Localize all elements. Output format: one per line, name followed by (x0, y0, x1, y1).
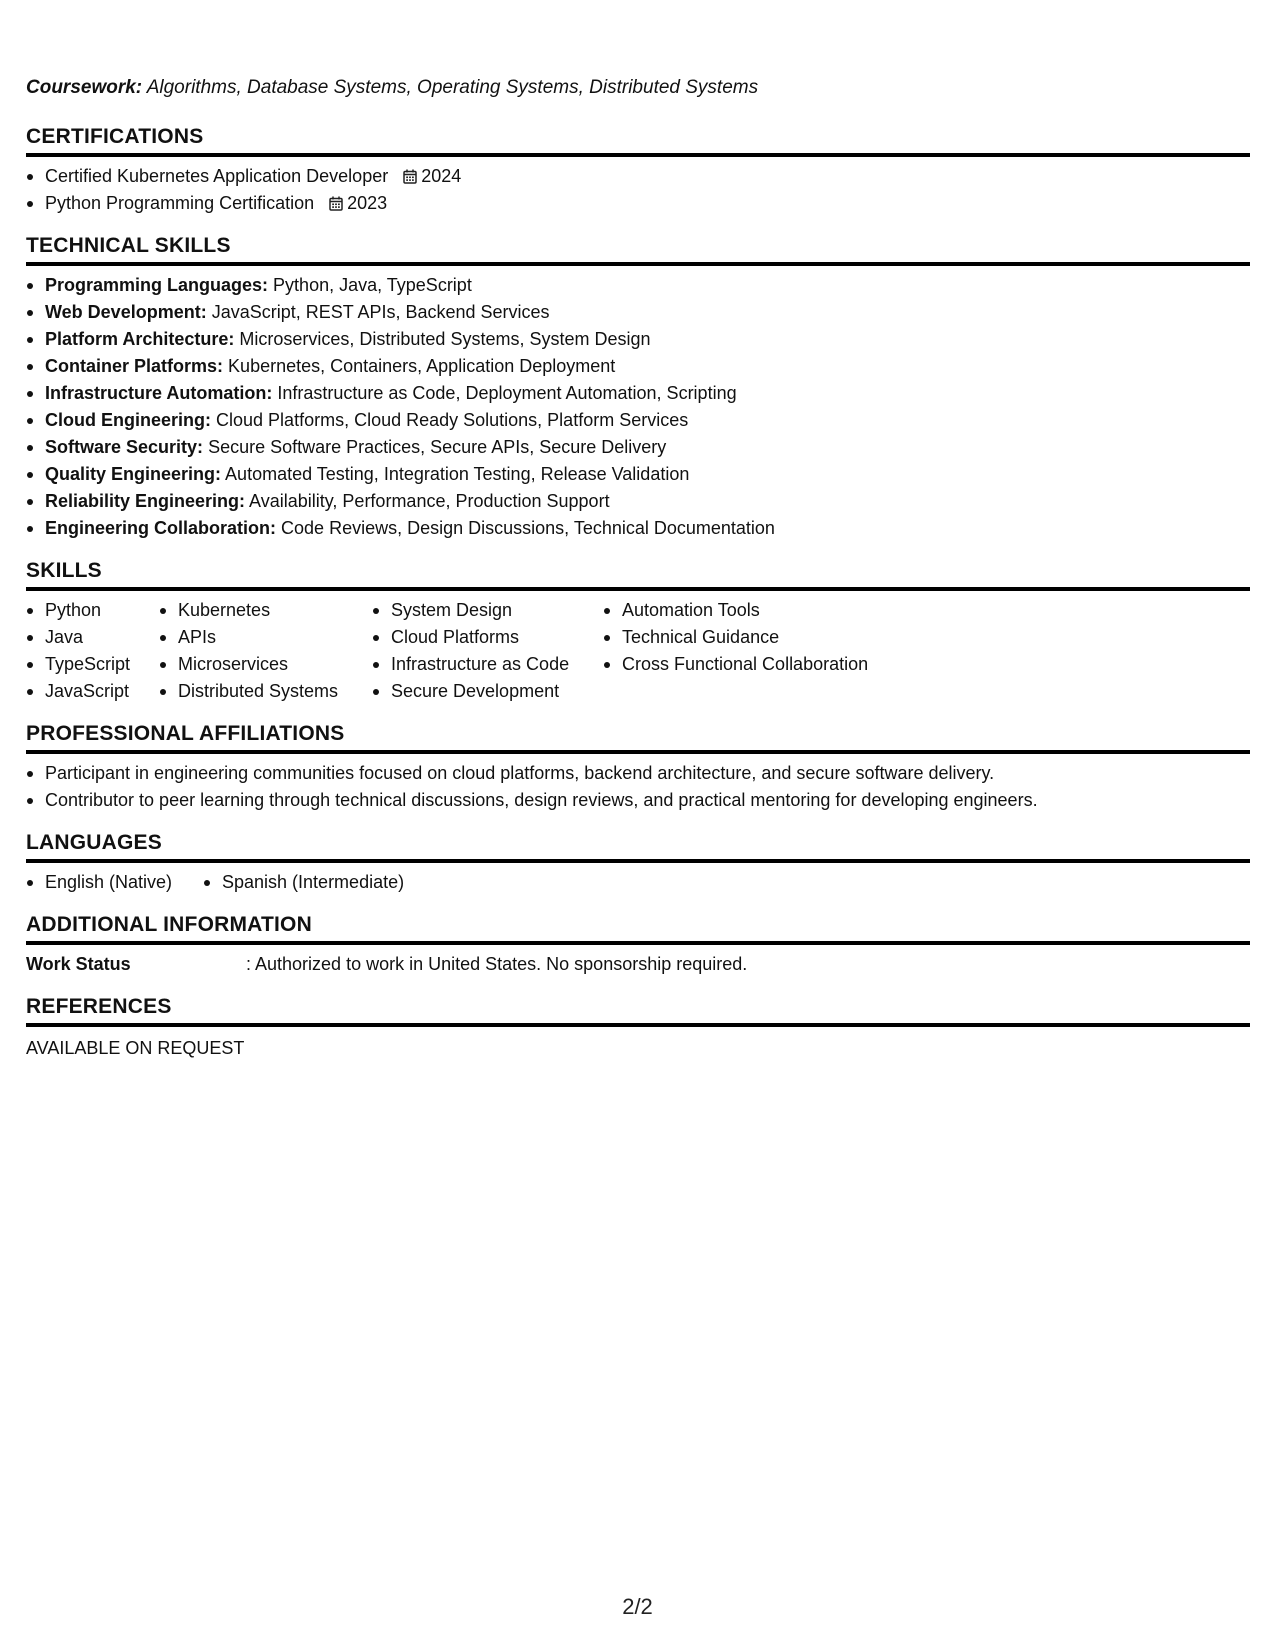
certification-year: 2023 (347, 193, 388, 213)
additional-info-section (26, 912, 1250, 978)
languages-row (26, 869, 1250, 896)
list-item: Cloud Platforms (372, 624, 603, 651)
list-item (26, 434, 1250, 461)
languages-section (26, 830, 1250, 896)
skill-category-value: Kubernetes, Containers, Application Deployment (228, 356, 616, 376)
certification-year: 2024 (421, 166, 462, 186)
skills-grid (26, 597, 1250, 705)
list-item (26, 353, 1250, 380)
list-item: English (Native) (26, 869, 203, 896)
list-item: Technical Guidance (603, 624, 903, 651)
certification-name: Certified Kubernetes Application Developer (45, 166, 389, 186)
skills-column-1 (26, 597, 159, 705)
list-item: Cross Functional Collaboration (603, 651, 903, 678)
certification-name: Python Programming Certification (45, 193, 315, 213)
skill-category-value: Availability, Performance, Production Support (249, 491, 610, 511)
skill-category-label: Programming Languages: (45, 275, 269, 295)
section-title: REFERENCES (26, 994, 1250, 1027)
work-status-label: Work Status (26, 954, 131, 974)
skill-category-value: Secure Software Practices, Secure APIs, Secure Delivery (208, 437, 667, 457)
skill-category-label: Reliability Engineering: (45, 491, 246, 511)
skill-category-label: Software Security: (45, 437, 204, 457)
list-item: Automation Tools (603, 597, 903, 624)
page-number: 2/2 (622, 1594, 653, 1619)
section-title: ADDITIONAL INFORMATION (26, 912, 1250, 945)
list-item (26, 163, 1250, 190)
list-item (26, 515, 1250, 542)
list-item: Secure Development (372, 678, 603, 705)
skill-category-value: Cloud Platforms, Cloud Ready Solutions, Platform Services (216, 410, 689, 430)
skills-section (26, 558, 1250, 705)
skill-category-label: Infrastructure Automation: (45, 383, 273, 403)
skills-column-4 (603, 597, 903, 705)
skill-category-value: Infrastructure as Code, Deployment Automation, Scripting (277, 383, 737, 403)
work-status-value: : Authorized to work in United States. No sponsorship required. (246, 954, 748, 974)
list-item: Infrastructure as Code (372, 651, 603, 678)
list-item (26, 461, 1250, 488)
references-section (26, 994, 1250, 1062)
list-item (26, 299, 1250, 326)
section-title: TECHNICAL SKILLS (26, 233, 1250, 266)
list-item: Python (26, 597, 159, 624)
list-item (26, 326, 1250, 353)
affiliations-list (26, 760, 1250, 814)
skill-category-value: Python, Java, TypeScript (273, 275, 472, 295)
list-item: Kubernetes (159, 597, 372, 624)
list-item: Contributor to peer learning through technical discussions, design reviews, and practical mentoring for developing engineers. (26, 787, 1250, 814)
skills-column-2 (159, 597, 372, 705)
languages-column-2 (203, 869, 404, 896)
list-item: Microservices (159, 651, 372, 678)
list-item: System Design (372, 597, 603, 624)
coursework-line (26, 74, 1250, 102)
skill-category-label: Quality Engineering: (45, 464, 222, 484)
certifications-list (26, 163, 1250, 217)
skill-category-label: Cloud Engineering: (45, 410, 211, 430)
references-text: AVAILABLE ON REQUEST (26, 1038, 245, 1058)
technical-skills-list (26, 272, 1250, 542)
list-item (26, 190, 1250, 217)
coursework-value: Algorithms, Database Systems, Operating Systems, Distributed Systems (146, 77, 759, 98)
section-title: PROFESSIONAL AFFILIATIONS (26, 721, 1250, 754)
resume-page (26, 74, 1250, 1078)
technical-skills-section (26, 233, 1250, 542)
calendar-icon (403, 169, 417, 184)
skill-category-label: Web Development: (45, 302, 207, 322)
skill-category-value: JavaScript, REST APIs, Backend Services (211, 302, 550, 322)
skill-category-value: Microservices, Distributed Systems, System Design (239, 329, 651, 349)
section-title: SKILLS (26, 558, 1250, 591)
languages-column-1 (26, 869, 203, 896)
coursework-label: Coursework: (26, 77, 143, 98)
list-item (26, 407, 1250, 434)
skills-column-3 (372, 597, 603, 705)
skill-category-label: Platform Architecture: (45, 329, 235, 349)
list-item: Distributed Systems (159, 678, 372, 705)
list-item: JavaScript (26, 678, 159, 705)
list-item (26, 488, 1250, 515)
calendar-icon (329, 196, 343, 211)
certifications-section (26, 124, 1250, 217)
list-item: Participant in engineering communities focused on cloud platforms, backend architecture, and secure software delivery. (26, 760, 1250, 787)
skill-category-value: Code Reviews, Design Discussions, Technical Documentation (281, 518, 775, 538)
skill-category-value: Automated Testing, Integration Testing, Release Validation (225, 464, 690, 484)
section-title: CERTIFICATIONS (26, 124, 1250, 157)
skill-category-label: Container Platforms: (45, 356, 224, 376)
list-item (26, 272, 1250, 299)
list-item: TypeScript (26, 651, 159, 678)
work-status-row (26, 951, 1250, 978)
list-item: APIs (159, 624, 372, 651)
list-item: Java (26, 624, 159, 651)
list-item: Spanish (Intermediate) (203, 869, 404, 896)
section-title: LANGUAGES (26, 830, 1250, 863)
skill-category-label: Engineering Collaboration: (45, 518, 277, 538)
list-item (26, 380, 1250, 407)
affiliations-section (26, 721, 1250, 814)
